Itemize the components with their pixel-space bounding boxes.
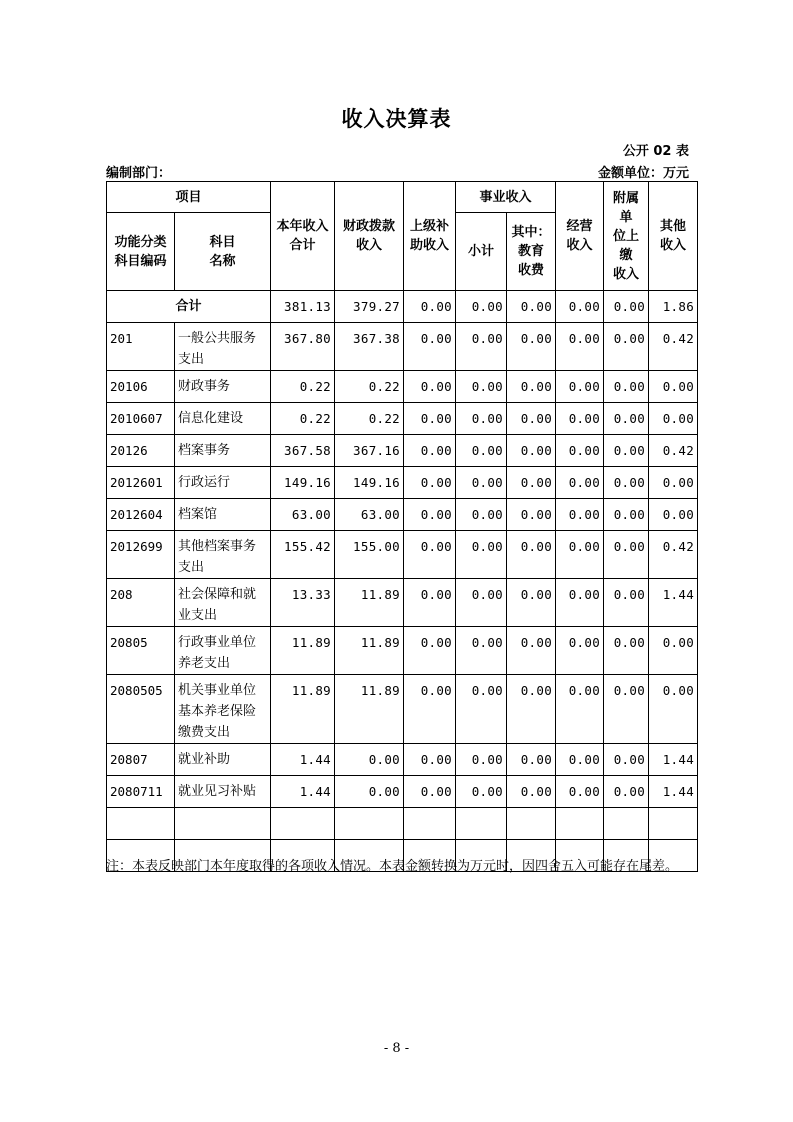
amount-unit-label: 金额单位：万元: [597, 166, 689, 181]
table-row: [107, 323, 698, 371]
table-row: [107, 579, 698, 627]
header-subtotal: 小计: [456, 213, 507, 291]
table-row: [107, 627, 698, 675]
amount-cell: 0.00: [604, 323, 649, 371]
amount-cell: 155.42: [271, 531, 335, 579]
amount-cell: 367.80: [271, 323, 335, 371]
amount-cell: 0.00: [507, 467, 556, 499]
amount-cell: 0.00: [556, 627, 604, 675]
subject-code: 2012699: [107, 531, 175, 579]
table-row: [107, 403, 698, 435]
amount-cell: 63.00: [271, 499, 335, 531]
subject-name: 信息化建设: [175, 403, 271, 435]
amount-cell: 0.00: [556, 531, 604, 579]
amount-cell: 0.42: [649, 435, 698, 467]
amount-cell: 0.00: [507, 579, 556, 627]
amount-cell: 1.44: [649, 744, 698, 776]
amount-cell: 0.00: [456, 744, 507, 776]
total-cell: 379.27: [335, 291, 404, 323]
amount-cell: 0.00: [604, 675, 649, 744]
amount-cell: 0.00: [649, 627, 698, 675]
amount-cell: 0.00: [649, 371, 698, 403]
subject-name: 行政运行: [175, 467, 271, 499]
total-cell: 0.00: [507, 291, 556, 323]
amount-cell: 0.22: [271, 403, 335, 435]
subject-name: 就业见习补贴: [175, 776, 271, 808]
amount-cell: 0.00: [556, 499, 604, 531]
amount-cell: 0.00: [604, 627, 649, 675]
subject-name: 财政事务: [175, 371, 271, 403]
amount-cell: 0.00: [456, 403, 507, 435]
total-cell: 0.00: [456, 291, 507, 323]
amount-cell: 1.44: [649, 776, 698, 808]
header-subject-name: 科目 名称: [175, 213, 271, 291]
empty-cell: [271, 808, 335, 840]
table-row: [107, 467, 698, 499]
empty-cell: [404, 808, 456, 840]
amount-cell: 0.22: [335, 371, 404, 403]
amount-cell: 0.00: [507, 744, 556, 776]
amount-cell: 0.00: [404, 371, 456, 403]
amount-cell: 0.00: [556, 403, 604, 435]
amount-cell: 0.00: [604, 744, 649, 776]
subject-code: 2012604: [107, 499, 175, 531]
amount-cell: 367.16: [335, 435, 404, 467]
amount-cell: 0.00: [456, 467, 507, 499]
income-table: [106, 181, 698, 872]
amount-cell: 0.00: [404, 499, 456, 531]
header-business-income: 事业收入: [456, 182, 556, 213]
footnote: 注：本表反映部门本年度取得的各项收入情况。本表金额转换为万元时，因四舍五入可能存在尾差。: [106, 859, 679, 874]
header-item: 项目: [107, 182, 271, 213]
amount-cell: 0.00: [507, 675, 556, 744]
amount-cell: 155.00: [335, 531, 404, 579]
form-number: 公开 02 表: [622, 144, 689, 159]
amount-cell: 0.00: [507, 435, 556, 467]
header-education-fee: 其中： 教育 收费: [507, 213, 556, 291]
amount-cell: 0.00: [556, 323, 604, 371]
header-other-income: 其他 收入: [649, 182, 698, 291]
empty-cell: [456, 808, 507, 840]
subject-name: 档案事务: [175, 435, 271, 467]
amount-cell: 0.00: [404, 627, 456, 675]
amount-cell: 367.58: [271, 435, 335, 467]
table-row: [107, 675, 698, 744]
empty-cell: [175, 808, 271, 840]
amount-cell: 0.00: [507, 531, 556, 579]
amount-cell: 0.42: [649, 531, 698, 579]
total-cell: 1.86: [649, 291, 698, 323]
amount-cell: 0.00: [456, 499, 507, 531]
table-row: [107, 744, 698, 776]
amount-cell: 0.00: [456, 627, 507, 675]
subject-name: 机关事业单位基本养老保险缴费支出: [175, 675, 271, 744]
amount-cell: 11.89: [335, 579, 404, 627]
header-total-income: 本年收入 合计: [271, 182, 335, 291]
total-cell: 381.13: [271, 291, 335, 323]
subject-code: 2080711: [107, 776, 175, 808]
subject-code: 20805: [107, 627, 175, 675]
subject-code: 2012601: [107, 467, 175, 499]
amount-cell: 0.00: [507, 403, 556, 435]
amount-cell: 0.00: [604, 531, 649, 579]
amount-cell: 11.89: [335, 675, 404, 744]
header-func-code: 功能分类 科目编码: [107, 213, 175, 291]
amount-cell: 11.89: [271, 627, 335, 675]
header-affiliated-income: 附属单 位上缴 收入: [604, 182, 649, 291]
amount-cell: 0.00: [556, 675, 604, 744]
empty-cell: [556, 808, 604, 840]
amount-cell: 0.00: [604, 499, 649, 531]
header-superior-subsidy: 上级补 助收入: [404, 182, 456, 291]
total-cell: 0.00: [556, 291, 604, 323]
amount-cell: 0.00: [404, 744, 456, 776]
amount-cell: 13.33: [271, 579, 335, 627]
amount-cell: 0.00: [507, 323, 556, 371]
subject-name: 社会保障和就业支出: [175, 579, 271, 627]
page-title: 收入决算表: [341, 107, 452, 131]
amount-cell: 0.00: [507, 776, 556, 808]
amount-cell: 149.16: [335, 467, 404, 499]
table-row: [107, 531, 698, 579]
amount-cell: 0.00: [556, 776, 604, 808]
table-row: [107, 371, 698, 403]
amount-cell: 0.00: [604, 371, 649, 403]
empty-cell: [604, 808, 649, 840]
total-row: [107, 291, 698, 323]
subject-code: 2080505: [107, 675, 175, 744]
amount-cell: 0.00: [604, 776, 649, 808]
amount-cell: 0.00: [404, 675, 456, 744]
total-cell: 0.00: [604, 291, 649, 323]
table-row: [107, 435, 698, 467]
subject-code: 208: [107, 579, 175, 627]
amount-cell: 0.00: [335, 744, 404, 776]
amount-cell: 11.89: [271, 675, 335, 744]
total-label: 合计: [107, 291, 271, 323]
amount-cell: 0.00: [507, 499, 556, 531]
amount-cell: 0.00: [507, 627, 556, 675]
amount-cell: 0.00: [556, 371, 604, 403]
compiling-department-label: 编制部门：: [106, 166, 172, 181]
amount-cell: 0.00: [456, 323, 507, 371]
subject-code: 20106: [107, 371, 175, 403]
subject-code: 201: [107, 323, 175, 371]
amount-cell: 0.22: [271, 371, 335, 403]
amount-cell: 0.00: [649, 499, 698, 531]
amount-cell: 0.00: [404, 776, 456, 808]
amount-cell: 0.00: [456, 371, 507, 403]
amount-cell: 11.89: [335, 627, 404, 675]
amount-cell: 0.00: [404, 323, 456, 371]
amount-cell: 367.38: [335, 323, 404, 371]
amount-cell: 149.16: [271, 467, 335, 499]
page-number: - 8 -: [383, 1041, 410, 1056]
subject-name: 就业补助: [175, 744, 271, 776]
amount-cell: 0.00: [404, 435, 456, 467]
empty-row: [107, 808, 698, 840]
amount-cell: 0.00: [507, 371, 556, 403]
subject-code: 20807: [107, 744, 175, 776]
amount-cell: 0.42: [649, 323, 698, 371]
subject-code: 20126: [107, 435, 175, 467]
empty-cell: [507, 808, 556, 840]
amount-cell: 1.44: [271, 744, 335, 776]
amount-cell: 0.00: [404, 467, 456, 499]
amount-cell: 0.00: [556, 467, 604, 499]
empty-cell: [107, 808, 175, 840]
amount-cell: 0.00: [604, 403, 649, 435]
amount-cell: 0.00: [456, 675, 507, 744]
subject-name: 其他档案事务支出: [175, 531, 271, 579]
subject-name: 一般公共服务支出: [175, 323, 271, 371]
amount-cell: 0.00: [456, 435, 507, 467]
header-operating-income: 经营 收入: [556, 182, 604, 291]
amount-cell: 0.00: [604, 579, 649, 627]
amount-cell: 0.00: [456, 531, 507, 579]
amount-cell: 0.00: [456, 776, 507, 808]
empty-cell: [335, 808, 404, 840]
amount-cell: 0.00: [649, 467, 698, 499]
subject-code: 2010607: [107, 403, 175, 435]
amount-cell: 0.00: [404, 403, 456, 435]
subject-name: 档案馆: [175, 499, 271, 531]
amount-cell: 0.00: [335, 776, 404, 808]
table-row: [107, 499, 698, 531]
empty-cell: [649, 808, 698, 840]
amount-cell: 0.00: [649, 675, 698, 744]
amount-cell: 0.00: [556, 435, 604, 467]
amount-cell: 0.00: [556, 744, 604, 776]
amount-cell: 0.00: [604, 435, 649, 467]
amount-cell: 1.44: [271, 776, 335, 808]
amount-cell: 0.00: [404, 579, 456, 627]
amount-cell: 0.00: [649, 403, 698, 435]
amount-cell: 63.00: [335, 499, 404, 531]
amount-cell: 0.00: [456, 579, 507, 627]
table-row: [107, 776, 698, 808]
amount-cell: 0.22: [335, 403, 404, 435]
amount-cell: 0.00: [404, 531, 456, 579]
header-fiscal-grant: 财政拨款 收入: [335, 182, 404, 291]
amount-cell: 0.00: [556, 579, 604, 627]
amount-cell: 1.44: [649, 579, 698, 627]
total-cell: 0.00: [404, 291, 456, 323]
subject-name: 行政事业单位养老支出: [175, 627, 271, 675]
amount-cell: 0.00: [604, 467, 649, 499]
